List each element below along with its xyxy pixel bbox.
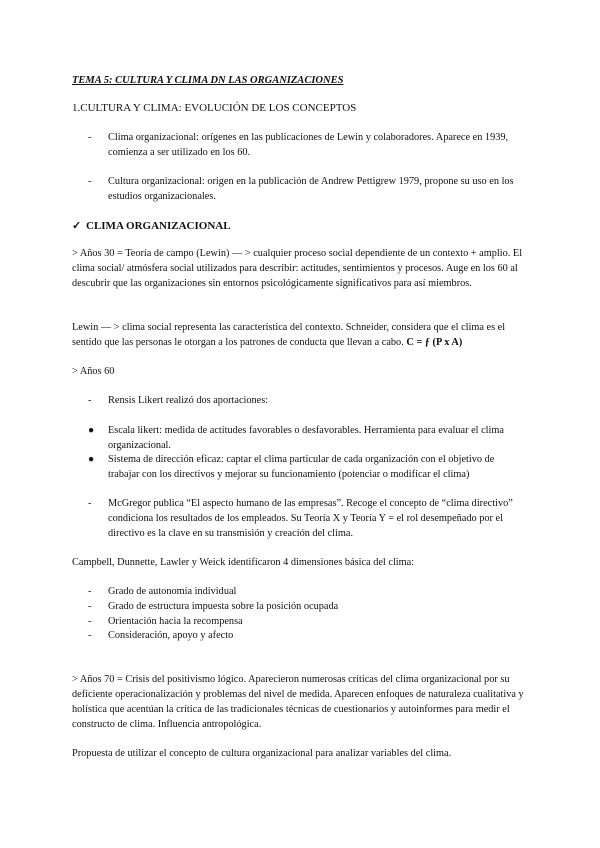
paragraph: > Años 30 = Teoría de campo (Lewin) — > cualquier proceso social dependiente de un contexto + amplio. El clima social/ atmósfera social utilizados para describir: actitudes, sentimientos y procesos. Auge en los 60 al descubrir que las organizaciones sin entornos psicológicamente significativos para así miembros. (72, 248, 523, 289)
paragraph: > Años 60 (72, 366, 115, 377)
document-page: TEMA 5: CULTURA Y CLIMA DN LAS ORGANIZACIONES 1.CULTURA Y CLIMA: EVOLUCIÓN DE LOS CONCEPTOS - Clima organizacional: orígenes en las publicaciones de Lewin y colaboradores. Aparece en 1939, comienza a ser utilizado en los 60. - Cultura organizacional: origen en la publicación de Andrew Pettigrew 1979, propone su uso en los estudios organizacionales. ✓ CLIMA ORGANIZACIONAL > Años 30 = Teoría de campo (Lewin) — > cualquier proceso social dependiente de un contexto + amplio. El clima social/ atmósfera social utilizados para describir: actitudes, sentimientos y procesos. Auge en los 60 al descubrir que las organizaciones sin entornos psicológicamente significativos para así miembros. Lewin — > clima social representa las característica del contexto. Schneider, considera que el clima es el sentido que las personas le otorgan a los patrones de conducta que llevan a cabo. C = ƒ (P x A) > Años 60 - Rensis Likert realizó dos aportaciones: ● Escala likert: medida de actitudes favorables o desfavorables. Herramienta para evaluar el clima organizacional. ● Sistema de dirección eficaz: captar el clima particular de cada organización con el objetivo de trabajar con los directivos y mejorar su funcionamiento (potenciar o modificar el clima) - McGregor publica “El aspecto humano de las empresas”. Recoge el concepto de “clima directivo” condiciona los resultados de los empleados. Su Teoría X y Teoría Y = el rol desempeñado por el directivo es la clave en su transmisión y creación del clima. Campbell, Dunnette, Lawler y Weick identificaron 4 dimensiones básica del clima: - Grado de autonomía individual - Grado de estructura impuesta sobre la posición ocupada - Orientación hacia la recompensa - Consideración, apoyo y afecto > Años 70 = Crisis del positivismo lógico. Aparecieron numerosas críticas del clima organizacional por su deficiente operacionalización y problemas del nivel de medida. Aparecen enfoques de naturaleza cualitativa y holística que acentúan la crítica de las tradicionales técnicas de cuestionarios y autoinformes para medir el constructo de clima. Influencia antropológica. Propuesta de utilizar el concepto de cultura organizacional para analizar variables del clima. (0, 0, 600, 848)
bullet-icon: ● (88, 425, 95, 436)
paragraph: > Años 70 = Crisis del positivismo lógico. Aparecieron numerosas críticas del clima organizacional por su deficiente operacionalización y problemas del nivel de medida. Aparecen enfoques de naturaleza cualitativa y holística que acentúan la crítica de las tradicionales técnicas de cuestionarios y autoinformes para medir el constructo de clima. Influencia antropológica. (72, 674, 524, 730)
section-heading: 1.CULTURA Y CLIMA: EVOLUCIÓN DE LOS CONCEPTOS (72, 102, 357, 114)
bullet-icon: ● (88, 454, 95, 465)
subheading-clima: ✓ CLIMA ORGANIZACIONAL (72, 220, 231, 232)
paragraph: Campbell, Dunnette, Lawler y Weick identificaron 4 dimensiones básica del clima: (72, 557, 415, 568)
checkmark-icon: ✓ (72, 220, 82, 232)
formula: C = ƒ (P x A) (406, 337, 463, 348)
paragraph: Propuesta de utilizar el concepto de cultura organizacional para analizar variables del clima. (72, 748, 452, 759)
paragraph: Lewin — > clima social representa las característica del contexto. Schneider, considera que el clima es el sentido que las personas le otorgan a los patrones de conducta que llevan a cabo. C = ƒ (P x A) (72, 322, 506, 348)
document-title: TEMA 5: CULTURA Y CLIMA DN LAS ORGANIZACIONES (72, 75, 344, 86)
